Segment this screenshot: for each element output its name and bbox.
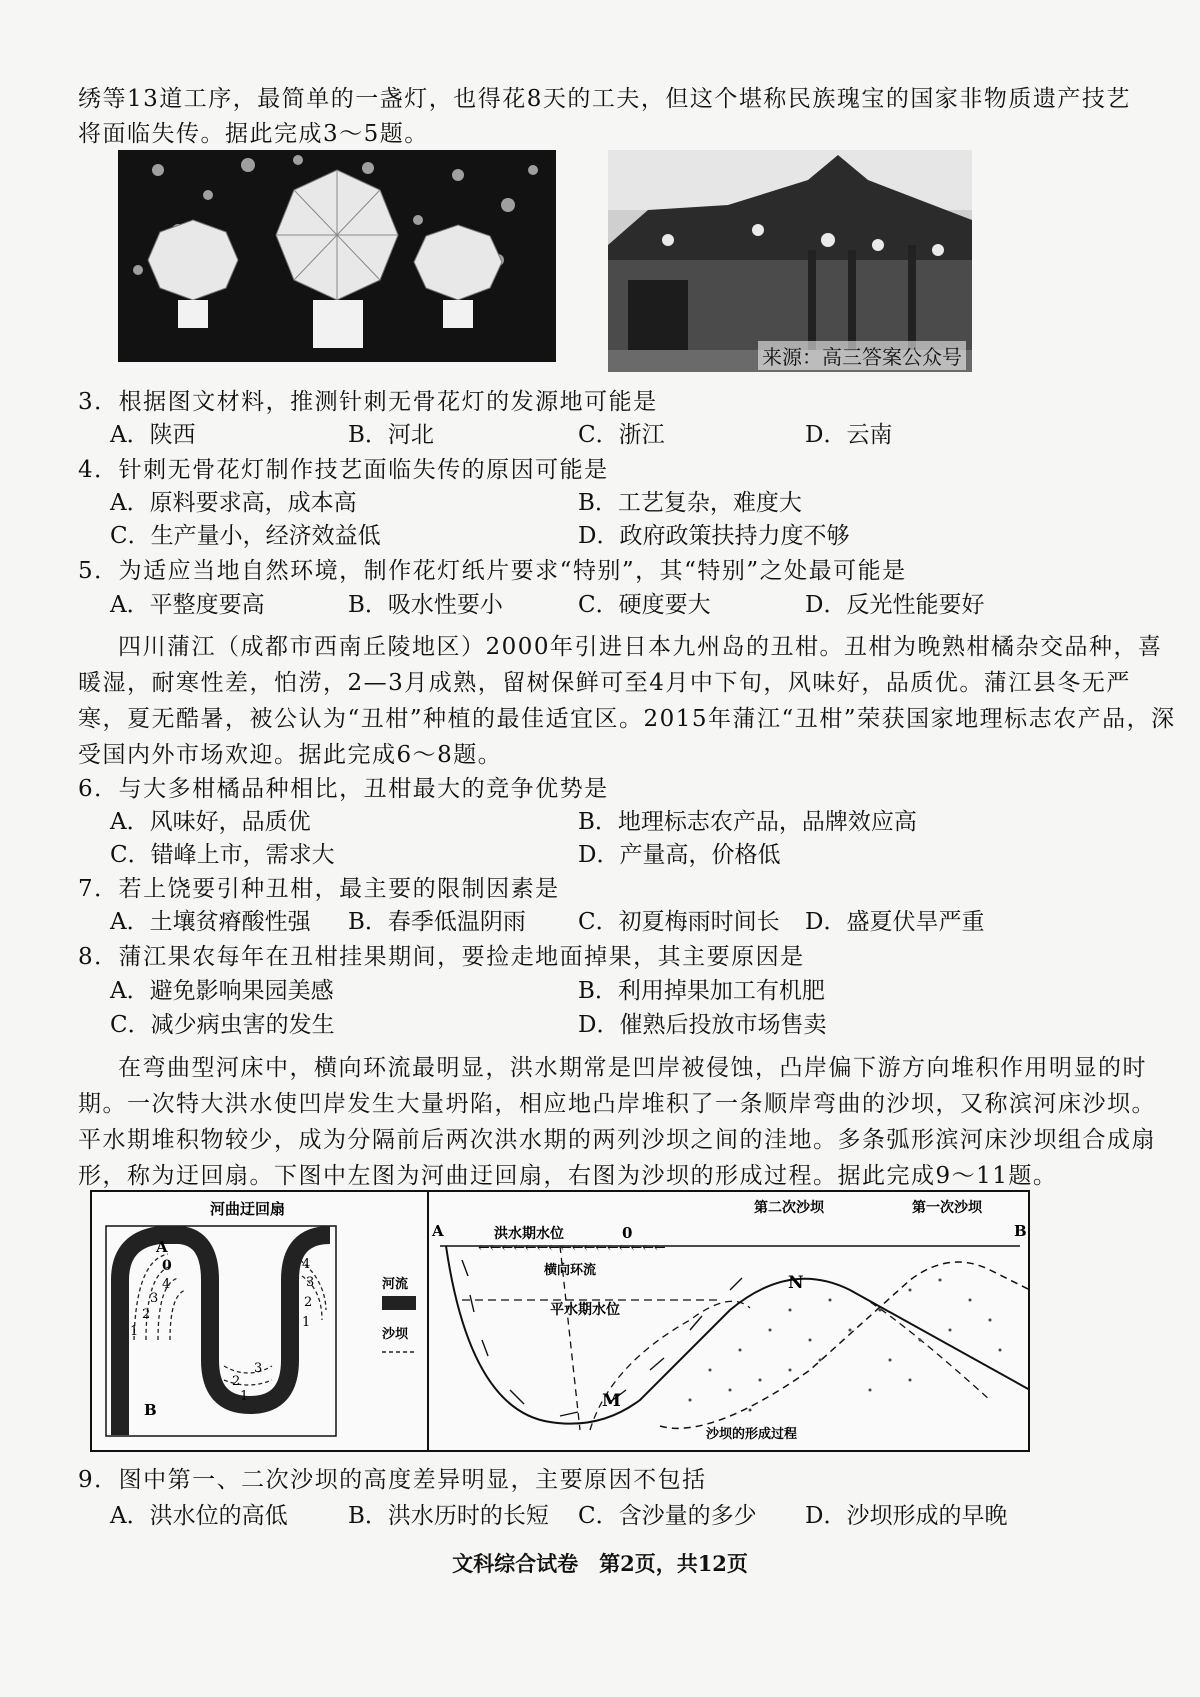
svg-text:←←←←←←←←←←←←←←←←: ←←←←←←←←←←←←←←←←	[478, 1240, 666, 1256]
q9-option-a: A．洪水位的高低	[110, 1503, 288, 1529]
right-second-bar-label: 第二次沙坝	[754, 1200, 824, 1216]
q6-option-b: B．地理标志农产品，品牌效应高	[578, 809, 917, 835]
q7-option-d: D．盛夏伏旱严重	[805, 909, 985, 935]
left-num-2: 2	[142, 1307, 151, 1322]
source-watermark: 来源：高三答案公众号	[758, 341, 966, 370]
left-num-2b: 2	[304, 1295, 313, 1310]
left-num-3c: 3	[254, 1361, 263, 1376]
lantern-photo	[118, 150, 556, 362]
q3-option-b: B．河北	[348, 422, 434, 448]
left-num-2c: 2	[232, 1374, 241, 1389]
right-first-bar-label: 第一次沙坝	[912, 1200, 982, 1216]
left-label-b: B	[144, 1401, 157, 1419]
left-figure-title: 河曲迂回扇	[210, 1200, 286, 1218]
q5-stem: 5．为适应当地自然环境，制作花灯纸片要求“特别”，其“特别”之处最可能是	[78, 558, 907, 584]
passage2-line-4: 受国内外市场欢迎。据此完成6～8题。	[78, 742, 503, 768]
q3-option-d: D．云南	[805, 422, 893, 448]
left-num-1b: 1	[302, 1315, 311, 1330]
q8-option-b: B．利用掉果加工有机肥	[578, 978, 825, 1004]
q9-option-b: B．洪水历时的长短	[348, 1503, 549, 1529]
passage3-line-2: 期。一次特大洪水使凹岸发生大量坍陷，相应地凸岸堆积了一条顺岸弯曲的沙坝，又称滨河床沙坝。	[78, 1091, 1156, 1117]
q7-option-c: C．初夏梅雨时间长	[578, 909, 780, 935]
q5-option-d: D．反光性能要好	[805, 592, 985, 618]
q4-option-d: D．政府政策扶持力度不够	[578, 523, 850, 549]
q3-stem: 3．根据图文材料，推测针刺无骨花灯的发源地可能是	[78, 389, 658, 415]
page-footer: 文科综合试卷 第2页，共12页	[452, 1551, 748, 1576]
q9-option-c: C．含沙量的多少	[578, 1503, 757, 1529]
passage3-line-4: 形，称为迂回扇。下图中左图为河曲迂回扇，右图为沙坝的形成过程。据此完成9～11题。	[78, 1163, 1058, 1189]
q8-option-a: A．避免影响果园美感	[110, 978, 334, 1004]
right-label-m: M	[602, 1391, 621, 1411]
passage2-line-2: 暖湿，耐寒性差，怕涝，2—3月成熟，留树保鲜可至4月中下旬，风味好，品质优。蒲江县冬无严	[78, 670, 1131, 696]
q6-option-a: A．风味好，品质优	[110, 809, 311, 835]
q7-stem: 7．若上饶要引种丑柑，最主要的限制因素是	[78, 876, 560, 902]
q3-option-c: C．浙江	[578, 422, 665, 448]
left-label-o: 0	[162, 1258, 172, 1274]
legend-river-label: 河流	[382, 1277, 409, 1292]
q6-option-d: D．产量高，价格低	[578, 842, 781, 868]
q7-option-a: A．土壤贫瘠酸性强	[110, 909, 311, 935]
intro-line-1: 绣等13道工序，最简单的一盏灯，也得花8天的工夫，但这个堪称民族瑰宝的国家非物质遗产技艺	[78, 86, 1131, 112]
passage3-line-1: 在弯曲型河床中，横向环流最明显，洪水期常是凹岸被侵蚀，凸岸偏下游方向堆积作用明显的时	[118, 1055, 1147, 1081]
q3-option-a: A．陕西	[110, 422, 196, 448]
q8-option-d: D．催熟后投放市场售卖	[578, 1012, 827, 1038]
q5-option-c: C．硬度要大	[578, 592, 711, 618]
q7-option-b: B．春季低温阴雨	[348, 909, 526, 935]
q8-stem: 8．蒲江果农每年在丑柑挂果期间，要捡走地面掉果，其主要原因是	[78, 944, 805, 970]
q9-stem: 9．图中第一、二次沙坝的高度差异明显，主要原因不包括	[78, 1467, 707, 1493]
left-num-1c: 1	[240, 1389, 249, 1404]
flood-level-label: 洪水期水位	[494, 1226, 564, 1242]
q5-option-a: A．平整度要高	[110, 592, 265, 618]
passage2-line-1: 四川蒲江（成都市西南丘陵地区）2000年引进日本九州岛的丑柑。丑柑为晚熟柑橘杂交品种，喜	[118, 634, 1163, 660]
courtyard-photo	[608, 150, 972, 372]
q6-stem: 6．与大多柑橘品种相比，丑柑最大的竞争优势是	[78, 776, 609, 802]
river-figure	[90, 1190, 1030, 1452]
right-label-o: 0	[622, 1224, 633, 1242]
normal-level-label: 平水期水位	[550, 1302, 620, 1318]
left-num-3: 3	[150, 1291, 159, 1306]
q4-option-c: C．生产量小，经济效益低	[110, 523, 381, 549]
intro-line-2: 将面临失传。据此完成3～5题。	[78, 121, 429, 147]
right-label-n: N	[788, 1273, 804, 1293]
left-num-3b: 3	[306, 1275, 315, 1290]
q5-option-b: B．吸水性要小	[348, 592, 503, 618]
right-label-a: A	[432, 1222, 444, 1240]
right-label-b: B	[1014, 1222, 1027, 1240]
passage2-line-3: 寒，夏无酷暑，被公认为“丑柑”种植的最佳适宜区。2015年蒲江“丑柑”荣获国家地理标志农产品，深	[78, 706, 1176, 732]
q8-option-c: C．减少病虫害的发生	[110, 1012, 335, 1038]
legend-river-swatch	[382, 1296, 416, 1310]
q9-option-d: D．沙坝形成的早晚	[805, 1503, 1008, 1529]
right-caption: 沙坝的形成过程	[706, 1427, 798, 1442]
q4-option-b: B．工艺复杂，难度大	[578, 490, 802, 516]
left-num-1: 1	[130, 1324, 139, 1339]
q4-option-a: A．原料要求高，成本高	[110, 490, 357, 516]
left-label-a: A	[156, 1238, 168, 1256]
circulation-label: 横向环流	[544, 1263, 597, 1278]
q4-stem: 4．针刺无骨花灯制作技艺面临失传的原因可能是	[78, 457, 609, 483]
left-num-4b: 4	[302, 1257, 311, 1272]
left-num-4: 4	[162, 1277, 171, 1292]
legend-bar-label: 沙坝	[382, 1327, 409, 1342]
passage3-line-3: 平水期堆积物较少，成为分隔前后两次洪水期的两列沙坝之间的洼地。多条弧形滨河床沙坝组合成扇	[78, 1127, 1156, 1153]
q6-option-c: C．错峰上市，需求大	[110, 842, 335, 868]
